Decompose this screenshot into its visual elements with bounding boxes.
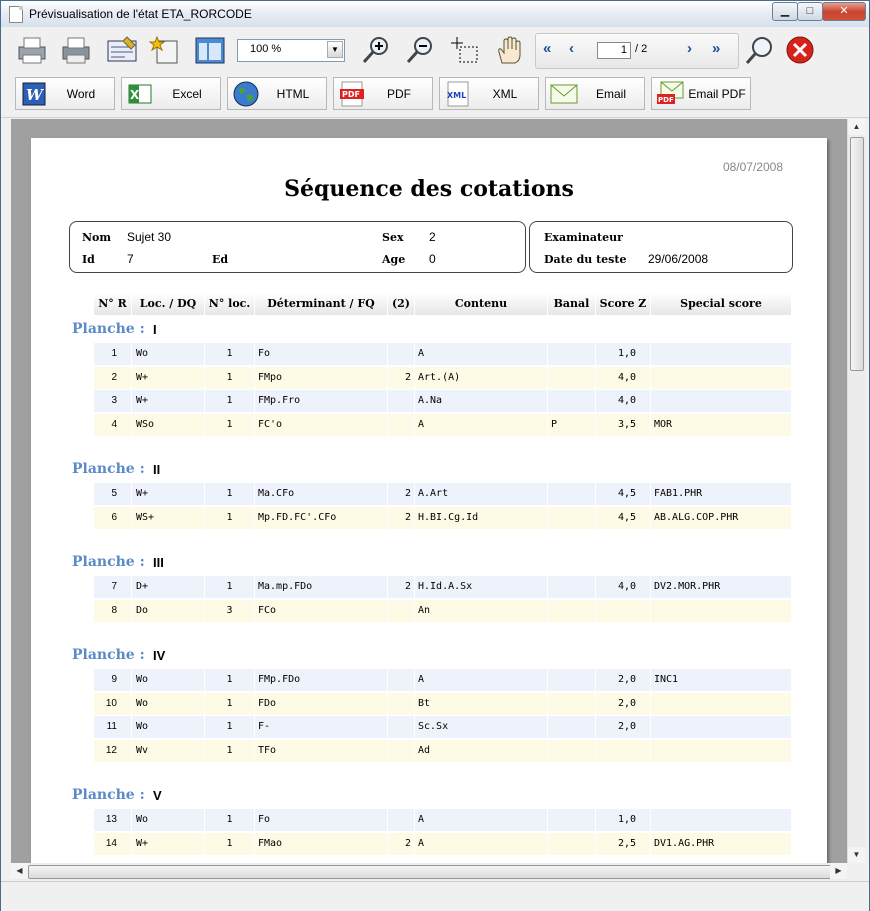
- cell-banal: [548, 716, 596, 738]
- cell-2: [388, 600, 415, 622]
- cell-nloc: 1: [205, 809, 255, 831]
- table-row: [94, 716, 792, 738]
- cell-score-z: 4,0: [596, 576, 651, 598]
- cell-banal: [548, 483, 596, 505]
- cell-loc-dq: Wo: [132, 809, 205, 831]
- cell-nloc: 1: [205, 414, 255, 436]
- ed-label: Ed: [212, 253, 229, 266]
- cell-nloc: 1: [205, 507, 255, 529]
- examiner-info-box: [529, 221, 793, 273]
- cell-nr: 2: [94, 367, 132, 389]
- page-number-input[interactable]: 1: [597, 42, 631, 59]
- cell-determinant: Fo: [255, 809, 388, 831]
- xml-icon: [444, 81, 472, 107]
- sex-value: 2: [429, 230, 436, 244]
- planche-number: II: [153, 462, 161, 477]
- zoom-out-icon[interactable]: [401, 32, 439, 68]
- cell-special-score: [651, 600, 792, 622]
- cell-score-z: 4,0: [596, 390, 651, 412]
- examinateur-label: Examinateur: [544, 231, 623, 244]
- cell-2: 2: [388, 483, 415, 505]
- annotate-icon[interactable]: [147, 32, 185, 68]
- sex-label: Sex: [382, 231, 404, 244]
- export-email-button[interactable]: Email: [545, 77, 645, 110]
- table-row: [94, 483, 792, 505]
- col-header: Loc. / DQ: [132, 293, 205, 315]
- cell-2: [388, 809, 415, 831]
- cell-determinant: FMpo: [255, 367, 388, 389]
- svg-text:W: W: [26, 85, 43, 104]
- cell-determinant: FMao: [255, 833, 388, 855]
- cell-banal: [548, 740, 596, 762]
- table-row: [94, 669, 792, 691]
- chevron-down-icon[interactable]: ▼: [327, 41, 343, 58]
- cell-nloc: 1: [205, 343, 255, 365]
- cell-special-score: [651, 693, 792, 715]
- document-icon: [9, 6, 23, 23]
- nom-label: Nom: [82, 231, 112, 244]
- cell-determinant: Mp.FD.FC'.CFo: [255, 507, 388, 529]
- word-icon: [20, 81, 48, 107]
- main-toolbar: [1, 27, 869, 73]
- table-header: [94, 293, 792, 315]
- report-title: Séquence des cotations: [284, 176, 574, 202]
- cell-nr: 9: [94, 669, 132, 691]
- cell-nloc: 1: [205, 483, 255, 505]
- cell-loc-dq: WS+: [132, 507, 205, 529]
- scroll-down-icon[interactable]: ▼: [848, 847, 865, 863]
- subject-info-box: [69, 221, 526, 273]
- print-icon[interactable]: [13, 32, 51, 68]
- cell-determinant: TFo: [255, 740, 388, 762]
- cell-score-z: 4,5: [596, 483, 651, 505]
- cell-loc-dq: Wo: [132, 669, 205, 691]
- cell-nr: 12: [94, 740, 132, 762]
- cell-2: 2: [388, 367, 415, 389]
- email-pdf-icon: [656, 81, 684, 107]
- col-header: Contenu: [415, 293, 548, 315]
- cell-nr: 8: [94, 600, 132, 622]
- cell-score-z: [596, 740, 651, 762]
- cell-2: [388, 716, 415, 738]
- print-setup-icon[interactable]: [57, 32, 95, 68]
- export-xml-button[interactable]: XML XML: [439, 77, 539, 110]
- pdf-icon: [338, 81, 366, 107]
- cell-determinant: FC'o: [255, 414, 388, 436]
- export-html-button[interactable]: HTML: [227, 77, 327, 110]
- planche-label: Planche :: [72, 647, 145, 663]
- title-bar: [1, 1, 869, 27]
- table-row: [94, 414, 792, 436]
- page-navigation: [535, 33, 739, 69]
- cell-loc-dq: Wo: [132, 716, 205, 738]
- cell-2: 2: [388, 507, 415, 529]
- cell-banal: [548, 809, 596, 831]
- cell-score-z: 1,0: [596, 343, 651, 365]
- planche-number: V: [153, 788, 162, 803]
- cell-special-score: INC1: [651, 669, 792, 691]
- cell-banal: [548, 390, 596, 412]
- scroll-right-icon[interactable]: ▶: [830, 863, 847, 879]
- planche-label: Planche :: [72, 461, 145, 477]
- cell-score-z: 1,0: [596, 809, 651, 831]
- maximize-button[interactable]: □: [797, 2, 823, 21]
- minimize-button[interactable]: ▁: [772, 2, 798, 21]
- cell-score-z: 3,5: [596, 414, 651, 436]
- zoom-value: 100 %: [250, 43, 282, 55]
- cell-banal: [548, 669, 596, 691]
- cell-special-score: [651, 390, 792, 412]
- cell-determinant: Ma.mp.FDo: [255, 576, 388, 598]
- cell-nloc: 3: [205, 600, 255, 622]
- globe-icon: [232, 81, 260, 107]
- cell-score-z: 4,5: [596, 507, 651, 529]
- cell-loc-dq: Do: [132, 600, 205, 622]
- cell-contenu: A: [415, 833, 548, 855]
- cell-2: [388, 343, 415, 365]
- cell-determinant: Fo: [255, 343, 388, 365]
- planche-number: IV: [153, 648, 166, 663]
- export-email-pdf-button[interactable]: PDF Email PDF: [651, 77, 751, 110]
- page-total: / 2: [635, 43, 648, 55]
- cell-banal: [548, 833, 596, 855]
- table-row: [94, 833, 792, 855]
- export-pdf-button[interactable]: PDF PDF: [333, 77, 433, 110]
- export-toolbar: [1, 73, 869, 118]
- email-icon: [550, 81, 578, 107]
- close-window-button[interactable]: ✕: [822, 2, 866, 21]
- scroll-left-icon[interactable]: ◀: [11, 863, 28, 879]
- table-row: [94, 343, 792, 365]
- previous-page-icon[interactable]: ‹: [569, 40, 574, 57]
- first-page-icon[interactable]: «: [543, 40, 552, 57]
- cell-2: 2: [388, 833, 415, 855]
- col-header: Banal: [548, 293, 596, 315]
- cell-determinant: FMp.Fro: [255, 390, 388, 412]
- cell-nloc: 1: [205, 669, 255, 691]
- table-row: [94, 809, 792, 831]
- cell-nr: 3: [94, 390, 132, 412]
- planche-label: Planche :: [72, 554, 145, 570]
- planche-number: I: [153, 322, 157, 337]
- cell-special-score: [651, 716, 792, 738]
- select-zoom-area-icon[interactable]: [445, 32, 483, 68]
- cell-contenu: Art.(A): [415, 367, 548, 389]
- cell-banal: [548, 576, 596, 598]
- cell-loc-dq: Wo: [132, 343, 205, 365]
- cell-nr: 11: [94, 716, 132, 738]
- cell-score-z: 2,0: [596, 716, 651, 738]
- report-date: 08/07/2008: [722, 160, 783, 174]
- cell-special-score: [651, 343, 792, 365]
- cell-nr: 4: [94, 414, 132, 436]
- cell-nr: 10: [94, 693, 132, 715]
- svg-text:PDF: PDF: [658, 95, 674, 104]
- cell-nr: 6: [94, 507, 132, 529]
- cell-banal: [548, 343, 596, 365]
- export-word-button[interactable]: W Word: [15, 77, 115, 110]
- cell-nr: 13: [94, 809, 132, 831]
- cell-nr: 1: [94, 343, 132, 365]
- table-row: [94, 576, 792, 598]
- date-teste-value: 29/06/2008: [648, 252, 709, 266]
- cell-loc-dq: W+: [132, 833, 205, 855]
- cell-2: [388, 740, 415, 762]
- col-header: N° loc.: [205, 293, 255, 315]
- svg-text:XML: XML: [447, 90, 467, 100]
- window-title: Prévisualisation de l'état ETA_RORCODE: [29, 7, 252, 21]
- cell-loc-dq: WSo: [132, 414, 205, 436]
- horizontal-scrollbar[interactable]: [11, 863, 847, 880]
- cell-score-z: 2,0: [596, 693, 651, 715]
- col-header: Special score: [651, 293, 792, 315]
- cell-contenu: A: [415, 809, 548, 831]
- table-row: [94, 693, 792, 715]
- cell-2: 2: [388, 576, 415, 598]
- table-row: [94, 507, 792, 529]
- cell-contenu: Bt: [415, 693, 548, 715]
- cell-determinant: FCo: [255, 600, 388, 622]
- cell-nloc: 1: [205, 367, 255, 389]
- cell-special-score: MOR: [651, 414, 792, 436]
- cell-nloc: 1: [205, 390, 255, 412]
- cell-contenu: Ad: [415, 740, 548, 762]
- cell-special-score: DV1.AG.PHR: [651, 833, 792, 855]
- cell-score-z: [596, 600, 651, 622]
- cell-loc-dq: W+: [132, 390, 205, 412]
- col-header: Déterminant / FQ: [255, 293, 388, 315]
- cell-nloc: 1: [205, 693, 255, 715]
- cell-2: [388, 669, 415, 691]
- cell-contenu: An: [415, 600, 548, 622]
- vertical-scrollbar[interactable]: [847, 119, 865, 863]
- cell-score-z: 4,0: [596, 367, 651, 389]
- id-value: 7: [127, 252, 134, 266]
- layout-icon[interactable]: [191, 32, 229, 68]
- cell-special-score: [651, 740, 792, 762]
- cell-determinant: Ma.CFo: [255, 483, 388, 505]
- cell-loc-dq: D+: [132, 576, 205, 598]
- last-page-icon[interactable]: »: [712, 40, 721, 57]
- cell-banal: [548, 367, 596, 389]
- scroll-up-icon[interactable]: ▲: [848, 119, 865, 135]
- cell-loc-dq: Wo: [132, 693, 205, 715]
- close-preview-icon[interactable]: [781, 32, 819, 68]
- cell-special-score: [651, 809, 792, 831]
- cell-nloc: 1: [205, 833, 255, 855]
- table-row: [94, 390, 792, 412]
- col-header: N° R: [94, 293, 132, 315]
- cell-contenu: A: [415, 414, 548, 436]
- cell-loc-dq: W+: [132, 367, 205, 389]
- table-row: [94, 367, 792, 389]
- cell-2: [388, 693, 415, 715]
- cell-special-score: DV2.MOR.PHR: [651, 576, 792, 598]
- cell-score-z: 2,5: [596, 833, 651, 855]
- cell-determinant: FDo: [255, 693, 388, 715]
- cell-banal: [548, 507, 596, 529]
- cell-special-score: AB.ALG.COP.PHR: [651, 507, 792, 529]
- cell-banal: P: [548, 414, 596, 436]
- cell-2: [388, 414, 415, 436]
- cell-special-score: [651, 367, 792, 389]
- svg-text:X: X: [130, 87, 140, 102]
- cell-special-score: FAB1.PHR: [651, 483, 792, 505]
- cell-determinant: F-: [255, 716, 388, 738]
- table-row: [94, 740, 792, 762]
- cell-loc-dq: W+: [132, 483, 205, 505]
- status-bar: [1, 881, 869, 911]
- col-header: Score Z: [596, 293, 651, 315]
- cell-nr: 5: [94, 483, 132, 505]
- cell-2: [388, 390, 415, 412]
- search-icon[interactable]: [741, 32, 779, 68]
- nom-value: Sujet 30: [127, 230, 172, 244]
- zoom-in-icon[interactable]: [357, 32, 395, 68]
- age-label: Age: [382, 253, 406, 266]
- next-page-icon[interactable]: ›: [687, 40, 692, 57]
- cell-contenu: A.Na: [415, 390, 548, 412]
- date-teste-label: Date du teste: [544, 253, 627, 266]
- cell-contenu: A.Art: [415, 483, 548, 505]
- cell-nr: 14: [94, 833, 132, 855]
- hand-pan-icon[interactable]: [491, 32, 529, 68]
- cell-contenu: A: [415, 669, 548, 691]
- cell-contenu: H.Id.A.Sx: [415, 576, 548, 598]
- cell-determinant: FMp.FDo: [255, 669, 388, 691]
- edit-text-icon[interactable]: [103, 32, 141, 68]
- export-excel-button[interactable]: X Excel: [121, 77, 221, 110]
- cell-contenu: H.BI.Cg.Id: [415, 507, 548, 529]
- horizontal-scroll-thumb[interactable]: [28, 865, 832, 879]
- cell-nloc: 1: [205, 576, 255, 598]
- table-row: [94, 600, 792, 622]
- cell-nloc: 1: [205, 716, 255, 738]
- col-header: (2): [388, 293, 415, 315]
- cell-score-z: 2,0: [596, 669, 651, 691]
- planche-label: Planche :: [72, 787, 145, 803]
- zoom-select[interactable]: [237, 39, 345, 62]
- cell-nloc: 1: [205, 740, 255, 762]
- cell-contenu: A: [415, 343, 548, 365]
- cell-contenu: Sc.Sx: [415, 716, 548, 738]
- id-label: Id: [82, 253, 95, 266]
- cell-loc-dq: Wv: [132, 740, 205, 762]
- report-page: [31, 138, 827, 863]
- age-value: 0: [429, 252, 436, 266]
- cell-banal: [548, 693, 596, 715]
- planche-label: Planche :: [72, 321, 145, 337]
- vertical-scroll-thumb[interactable]: [850, 137, 864, 371]
- svg-text:PDF: PDF: [342, 89, 360, 99]
- preview-area: [11, 119, 847, 863]
- excel-icon: [126, 81, 154, 107]
- cell-nr: 7: [94, 576, 132, 598]
- cell-banal: [548, 600, 596, 622]
- planche-number: III: [153, 555, 164, 570]
